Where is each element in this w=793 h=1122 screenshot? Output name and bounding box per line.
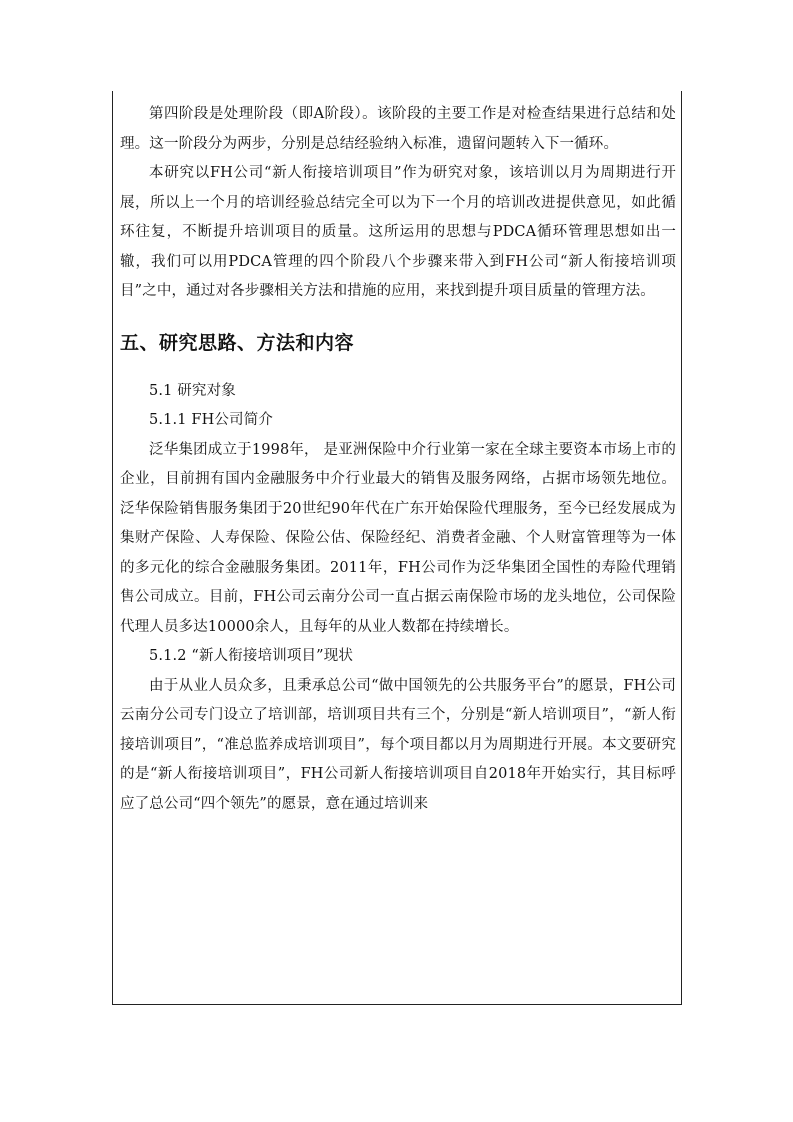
paragraph-company-intro: 泛华集团成立于1998年， 是亚洲保险中介行业第一家在全球主要资本市场上市的企业，目前拥有国内金融服务中介行业最大的销售及服务网络，占据市场领先地位。泛华保险销售服务集团于20世纪90年代在广东开始保险代理服务，至今已经发展成为集财产保险、人寿保险、保险公估、保险经纪、消费者金融、个人财富管理等为一体的多元化的综合金融服务集团。2011年，FH公司作为泛华集团全国性的寿险代理销售公司成立。目前，FH公司云南分公司一直占据云南保险市场的龙头地位，公司保险代理人员多达10000余人，且每年的从业人数都在持续增长。: [120, 441, 676, 635]
paragraph-phase-four: 第四阶段是处理阶段（即A阶段）。该阶段的主要工作是对检查结果进行总结和处理。这一阶段分为两步，分别是总结经验纳入标准，遗留问题转入下一循环。: [120, 106, 676, 152]
document-body: [120, 100, 676, 819]
paragraph-research-pdca: 本研究以FH公司“新人衔接培训项目”作为研究对象，该培训以月为周期进行开展，所以上一个月的培训经验总结完全可以为下一个月的培训改进提供意见，如此循环往复，不断提升培训项目的质量。这所运用的思想与PDCA循环管理思想如出一辙，我们可以用PDCA管理的四个阶段八个步骤来带入到FH公司“新人衔接培训项目”之中，通过对各步骤相关方法和措施的应用，来找到提升项目质量的管理方法。: [120, 165, 676, 299]
subheading-research-object: 5.1 研究对象: [149, 382, 236, 399]
section-heading: 五、研究思路、方法和内容: [120, 331, 355, 354]
subheading-project-status: 5.1.2 “新人衔接培训项目”现状: [149, 648, 354, 664]
subheading-company-intro: 5.1.1 FH公司简介: [149, 412, 274, 428]
paragraph-project-status: 由于从业人员众多，且秉承总公司“做中国领先的公共服务平台”的愿景，FH公司云南分公司专门设立了培训部，培训项目共有三个，分别是“新人培训项目”，“新人衔接培训项目”，“准总监养成培训项目”，每个项目都以月为周期进行开展。本文要研究的是“新人衔接培训项目”，FH公司新人衔接培训项目自2018年开始实行，其目标呼应了总公司“四个领先”的愿景，意在通过培训来: [120, 677, 676, 812]
